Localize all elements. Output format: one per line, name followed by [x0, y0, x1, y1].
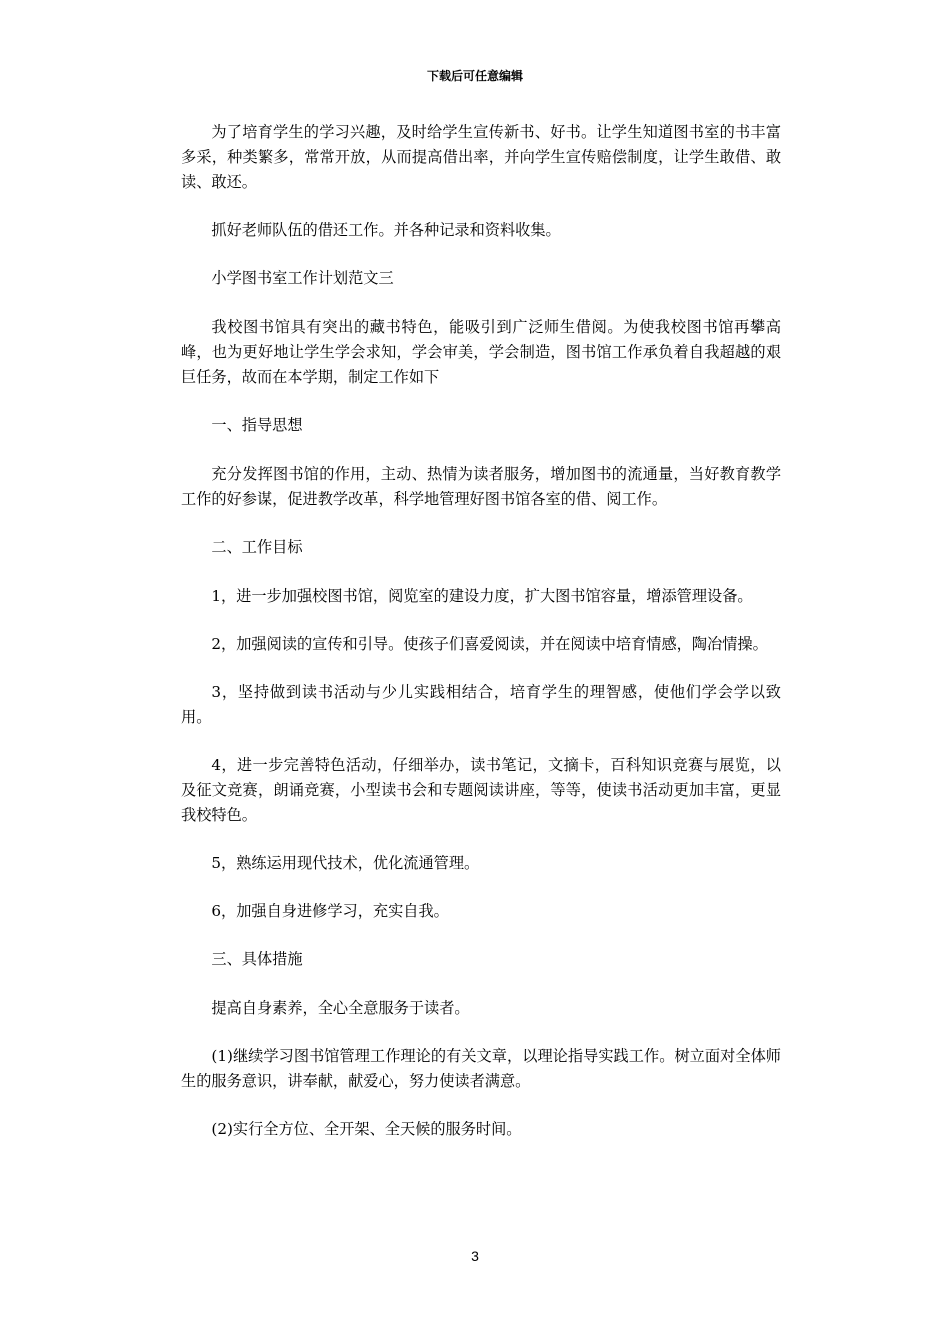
- page-number: 3: [471, 1248, 479, 1264]
- list-item-measure-2: (2)实行全方位、全开架、全天候的服务时间。: [211, 1120, 522, 1138]
- paragraph-teacher-borrowing: 抓好老师队伍的借还工作。并各种记录和资料收集。: [211, 221, 561, 239]
- paragraph-guiding-idea: 充分发挥图书馆的作用，主动、热情为读者服务，增加图书的流通量，当好教育教学工作的好参谋，促进教学改革，科学地管理好图书馆各室的借、阅工作。: [181, 465, 781, 508]
- section-title-sample-three: 小学图书室工作计划范文三: [211, 269, 394, 287]
- list-item-goal-5: 5，熟练运用现代技术，优化流通管理。: [211, 854, 480, 872]
- paragraph-library-intro: 我校图书馆具有突出的藏书特色，能吸引到广泛师生借阅。为使我校图书馆再攀高峰，也为更好地让学生学会求知，学会审美，学会制造，图书馆工作承负着自我超越的艰巨任务，故而在本学期，制定工作如下: [181, 318, 781, 386]
- list-item-goal-2: 2，加强阅读的宣传和引导。使孩子们喜爱阅读，并在阅读中培育情感，陶冶情操。: [211, 635, 768, 653]
- paragraph-improve-quality: 提高自身素养，全心全意服务于读者。: [211, 999, 470, 1017]
- heading-specific-measures: 三、具体措施: [211, 950, 303, 968]
- list-item-goal-4: 4，进一步完善特色活动，仔细举办，读书笔记，文摘卡，百科知识竞赛与展览，以及征文竞赛，朗诵竞赛，小型读书会和专题阅读讲座，等等，使读书活动更加丰富，更显我校特色。: [181, 756, 781, 824]
- header-note: 下载后可任意编辑: [426, 69, 523, 83]
- heading-guiding-idea: 一、指导思想: [211, 416, 303, 434]
- list-item-goal-3: 3，坚持做到读书活动与少儿实践相结合，培育学生的理智感，使他们学会学以致用。: [181, 683, 781, 726]
- paragraph-promote-new-books: 为了培育学生的学习兴趣，及时给学生宣传新书、好书。让学生知道图书室的书丰富多采，种类繁多，常常开放，从而提高借出率，并向学生宣传赔偿制度，让学生敢借、敢读、敢还。: [181, 123, 781, 191]
- heading-work-goals: 二、工作目标: [211, 538, 303, 556]
- list-item-goal-6: 6，加强自身进修学习，充实自我。: [211, 902, 449, 920]
- list-item-goal-1: 1，进一步加强校图书馆，阅览室的建设力度，扩大图书馆容量，增添管理设备。: [211, 587, 753, 605]
- document-body: [181, 120, 781, 1165]
- list-item-measure-1: (1)继续学习图书馆管理工作理论的有关文章，以理论指导实践工作。树立面对全体师生的服务意识，讲奉献，献爱心，努力使读者满意。: [181, 1047, 781, 1090]
